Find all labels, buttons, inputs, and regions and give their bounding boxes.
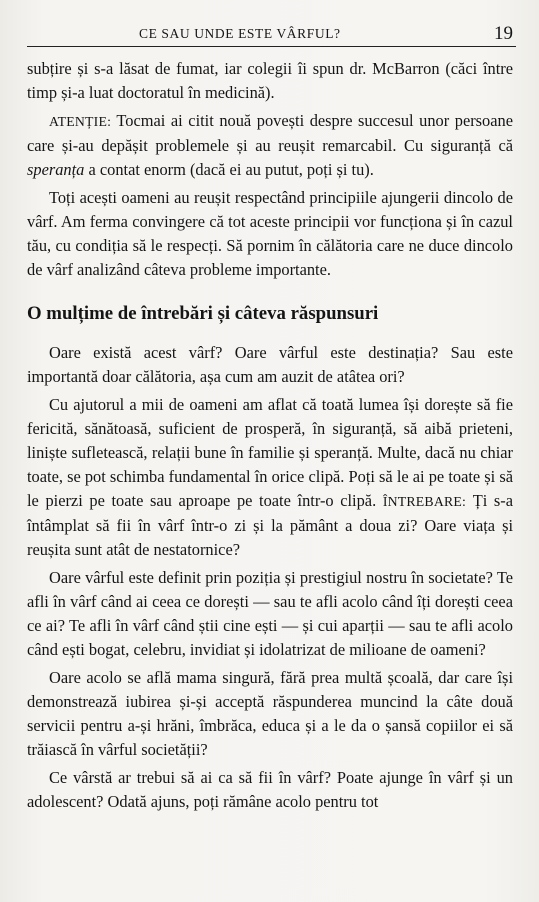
paragraph-principles: Toți acești oameni au reușit respectând principiile ajungerii dincolo de vârf. Am ferma convingere că tot aceste principii vor funcționa și în cazul tău, cu condiția să le respecți. Să pornim în călătoria care ne duce dincolo de vârf analizând câteva probleme importante. [27,188,513,279]
paragraph-single-mother: Oare acolo se află mama singură, fără prea multă școală, dar care își demonstrează iubirea și-și acceptă răspunderea muncind la câte două servicii pentru a-și hrăni, îmbrăca, educa și a le da o șansă copiilor ei să trăiască în vârful societății? [27,668,513,759]
page-body [27,57,513,814]
running-header [27,24,516,47]
paragraph-age: Ce vârstă ar trebui să ai ca să fii în vârf? Poate ajunge în vârf și un adolescent? Odată ajuns, poți rămâne acolo pentru tot [27,768,513,811]
paragraph-questions: Oare există acest vârf? Oare vârful este destinația? Sau este importantă doar călătoria, așa cum am auzit de atâtea ori? [27,343,513,386]
running-title: CE SAU UNDE ESTE VÂRFUL? [139,26,341,41]
paragraph-position: Oare vârful este definit prin poziția și prestigiul nostru în societate? Te afli în vârf când ai ceea ce dorești — sau te afli acolo când îți dorești ceea ce ai? Te afli în vârf când știi cine ești — și cui aparții — sau te afli acolo când ești bogat, celebru, invidiat și idolatrizat de milioane de oameni? [27,568,513,659]
paragraph-attention [27,109,513,182]
attention-label: ATENȚIE: [49,114,112,129]
section-heading: O mulțime de întrebări și câteva răspunsuri [27,303,379,324]
desires-text-before: Cu ajutorul a mii de oameni am aflat că toată lumea își dorește să fie fericită, sănătoasă, suficient de prosperă, în siguranță, să aibă prieteni, liniște sufletească, relații bune în familie și speranță. Multe, dacă nu chiar toate, se pot schimba fundamental în orice clipă. Poți să le ai pe toate și să le pierzi pe toate sau aproape pe toate într-o clipă. [27,395,513,510]
attention-emphasis: speranța [27,160,85,179]
paragraph-desires [27,393,513,562]
page-number: 19 [494,23,513,44]
attention-text-before: Tocmai ai citit nouă povești despre succesul unor persoane care și-au depășit problemele și au reușit remarcabil. Cu siguranță că [27,111,513,155]
paragraph-continuation: subțire și s-a lăsat de fumat, iar colegii îi spun dr. McBarron (căci între timp și-a luat doctoratul în medicină). [27,59,513,102]
desires-text-after: Ți s-a întâmplat să fii în vârf într-o zi și la pământ a doua zi? Oare viața și reușita sunt atât de nestatornice? [27,491,513,559]
attention-text-after: a contat enorm (dacă ei au putut, poți și tu). [84,160,374,179]
question-label: ÎNTREBARE: [382,494,467,509]
